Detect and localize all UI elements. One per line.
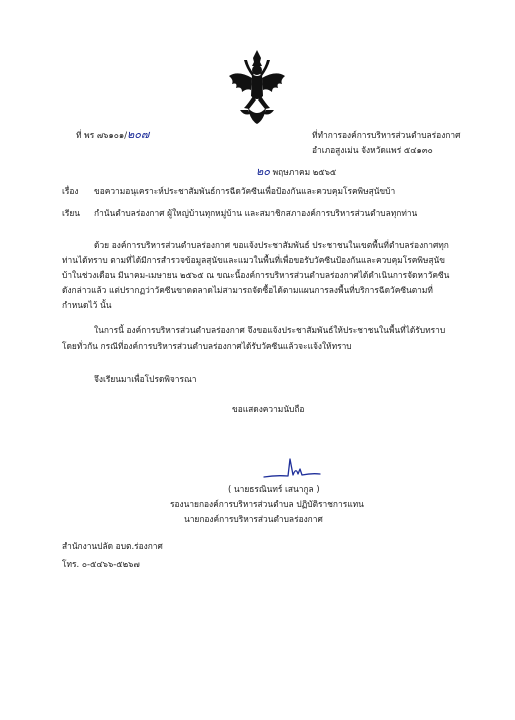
closing-salutation: ขอแสดงความนับถือ (232, 404, 305, 414)
ref-prefix: ที่ พร ๗๖๑๐๑/ (76, 130, 128, 140)
body2-line: ในการนี้ องค์การบริหารส่วนตำบลร่องกาศ จึงขอแจ้งประชาสัมพันธ์ให้ประชาชนในพื้นที่ได้รับทราบ (94, 325, 446, 335)
footer-office: สำนักงานปลัด อบต.ร่องกาศ (62, 541, 163, 551)
letter-date (256, 165, 336, 179)
date-day-handwritten: ๒๐ (256, 165, 270, 178)
handwritten-signature (262, 455, 322, 483)
body-line: กำหนดไว้ นั้น (62, 300, 112, 310)
letter-ref-number (76, 128, 149, 142)
body-line: ดังกล่าวแล้ว แต่ปรากฏว่าวัคซีนขาดตลาดไม่สามารถจัดซื้อได้ตามแผนการลงพื้นที่บริการฉีดวัคซีนตามที่ (62, 285, 433, 295)
garuda-emblem-icon (226, 48, 288, 128)
sender-address: อำเภอสูงเม่น จังหวัดแพร่ ๕๔๑๓๐ (312, 145, 433, 155)
to-text: กำนันตำบลร่องกาศ ผู้ใหญ่บ้านทุกหมู่บ้าน และสมาชิกสภาองค์การบริหารส่วนตำบลทุกท่าน (94, 208, 418, 218)
closing-request: จึงเรียนมาเพื่อโปรดพิจารณา (94, 374, 197, 384)
signer-name: ( นายธรณินทร์ เสนากูล ) (228, 484, 320, 494)
body2-line: โดยทั่วกัน กรณีที่องค์การบริหารส่วนตำบลร่องกาศได้รับวัคซีนแล้วจะแจ้งให้ทราบ (62, 341, 352, 351)
subject-text: ขอความอนุเคราะห์ประชาสัมพันธ์การฉีดวัคซีนเพื่อป้องกันและควบคุมโรคพิษสุนัขบ้า (94, 186, 396, 196)
footer-phone: โทร. ๐-๕๔๖๖-๕๒๖๗ (62, 559, 140, 569)
signer-title-1: รองนายกองค์การบริหารส่วนตำบล ปฏิบัติราชการแทน (170, 499, 364, 509)
to-label: เรียน (62, 208, 80, 218)
body-line: บ้าในช่วงเดือน มีนาคม-เมษายน ๒๕๖๕ ณ ขณะนี้องค์การบริหารส่วนตำบลร่องกาศได้ดำเนินการจัดหาวัคซีน (62, 270, 450, 280)
subject-label: เรื่อง (62, 186, 79, 196)
date-rest: พฤษภาคม ๒๕๖๕ (272, 167, 337, 177)
signer-title-2: นายกองค์การบริหารส่วนตำบลร่องกาศ (184, 514, 323, 524)
ref-handwritten-number: ๒๐๗ (127, 128, 150, 141)
body-line: ท่านได้ทราบ ตามที่ได้มีการสำรวจข้อมูลสุนัขและแมวในพื้นที่เพื่อขอรับวัคซีนป้องกันและควบคุมโรคพิษสุนัข (62, 255, 445, 265)
body-line: ด้วย องค์การบริหารส่วนตำบลร่องกาศ ขอแจ้งประชาสัมพันธ์ ประชาชนในเขตพื้นที่ตำบลร่องกาศทุก (94, 240, 449, 250)
sender-office: ที่ทำการองค์การบริหารส่วนตำบลร่องกาศ (312, 130, 461, 140)
